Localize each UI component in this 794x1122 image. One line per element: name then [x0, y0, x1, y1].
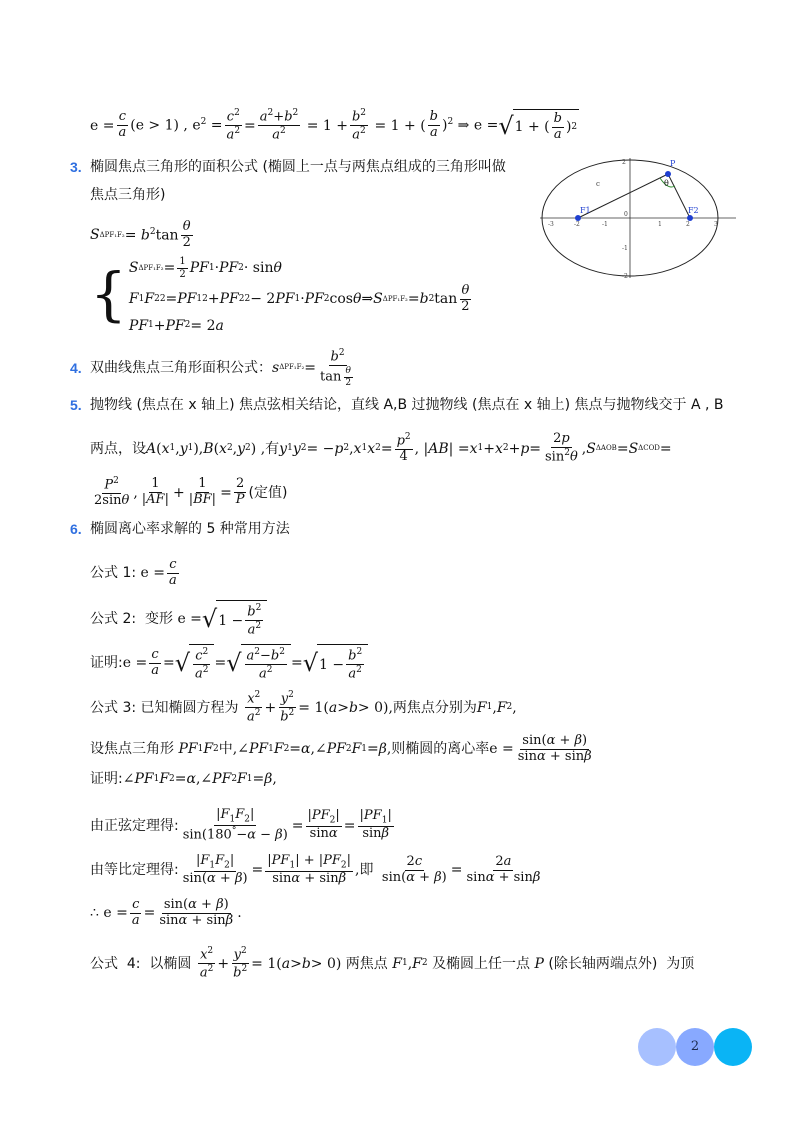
svg-text:-2: -2: [574, 221, 580, 228]
svg-text:-2: -2: [622, 273, 628, 280]
sine-rule-line: 由正弦定理得: $\frac{|F_1F_2|}{\sin(180^\circ-\alpha - \beta)}$ = $\frac{|PF_2|}{\sin\alpha}$ = $\frac{|PF_1|}{\sin\beta}$: [90, 807, 392, 843]
focal-triangle-system: { S ΔPF₁F₂ = $\frac{1}{2}$ PF 1 · PF 2 · sin θ F 1 F 2 2 = PF 1 2 + PF 2 2 − 2 PF 1 · PF 2 cos θ ⇒ S ΔPF₁F₂ = b 2 tan $\frac{\theta}{2}$ PF 1 + PF 2 = 2 a: [90, 256, 470, 334]
svg-text:2: 2: [686, 221, 690, 228]
eccentricity-hyperbola-line: e = $\frac{c}{a}$ (e > 1) , $e^2$ = $\frac{c^2}{a^2}$ = $\frac{a^2+b^2}{a^2}$ = 1 + $\frac{b^2}{a^2}$ = 1 + ( $\frac{b}{a}$ )$^2$ ⇒ e = √ 1 + ( $\frac{b}{a}$ ) 2: [90, 108, 578, 143]
svg-text:-3: -3: [548, 221, 554, 228]
label-f1: F1: [580, 206, 591, 215]
section-title: 椭圆焦点三角形的面积公式 (椭圆上一点与两焦点组成的三角形叫做: [90, 159, 506, 175]
section-number: 3.: [70, 159, 82, 175]
label-p: P: [670, 159, 676, 168]
therefore-line: ∴ e = $\frac{c}{a}$ = $\frac{\sin(\alpha + \beta)}{\sin\alpha + \sin\beta}$ .: [90, 897, 242, 928]
footer-circle-right: [714, 1028, 752, 1066]
point-p: [665, 171, 671, 177]
label-theta: θ: [664, 179, 669, 188]
section-title: 双曲线焦点三角形面积公式：: [90, 359, 272, 376]
formula-3-statement: 设焦点三角形 PF 1 F 2 中 ,∠ PF 1 F 2 = α ,∠ PF 2 F 1 = β , 则椭圆的离心率 e = $\frac{\sin(\alpha + \beta)}{\sin\alpha + \sin\beta}$: [90, 733, 592, 764]
section-5-line-2: 两点，设 A ( x 1 , y 1 ), B ( x 2 , y 2 ) , 有 y 1 y 2 = − p 2 , x 1 x 2 = $\frac{p^2}{4}$ , | AB | = x 1 + x 2 + p = $\frac{2p}{\sin^2\theta}$ , S ΔAOB = S ΔCOD =: [90, 431, 672, 465]
section-title: 椭圆离心率求解的 5 种常用方法: [90, 521, 290, 537]
section-3-heading-cont: [90, 188, 165, 202]
label-f2: F2: [688, 206, 699, 215]
fixed-value-note: (定值): [248, 484, 288, 501]
formula-2-proof: 证明: e = $\frac{c}{a}$ = √ $\frac{c^2}{a^2}$ = √ $\frac{a^2-b^2}{a^2}$ = √ 1 − $\frac{b^2}{a^2}$: [90, 644, 368, 683]
section-title-cont: 焦点三角形): [90, 187, 166, 203]
formula-2: 公式 2: 变形 e = √ 1 − $\frac{b^2}{a^2}$: [90, 600, 267, 639]
svg-text:-1: -1: [602, 221, 608, 228]
ellipse-focal-triangle-figure: [538, 156, 738, 280]
label-c: c: [596, 180, 600, 188]
section-5-line-1: [70, 398, 724, 412]
ratio-rule-line: 由等比定理得: $\frac{|F_1F_2|}{\sin(\alpha + \beta)}$ = $\frac{|PF_1| + |PF_2|}{\sin\alpha + \sin\beta}$ , 即 $\frac{2c}{\sin(\alpha + \beta)}$ = $\frac{2a}{\sin\alpha + \sin\beta}$: [90, 853, 541, 886]
svg-text:0: 0: [624, 211, 628, 218]
section-4-line: 4. 双曲线焦点三角形面积公式： s ΔPF₁F₂ = $b^2$ tan $\frac{\theta}{2}$: [70, 348, 352, 388]
section-number: 5.: [70, 397, 82, 413]
section-text: 抛物线 (焦点在 x 轴上) 焦点弦相关结论，直线 A,B 过抛物线 (焦点在 x 轴上) 焦点与抛物线交于 A , B: [90, 397, 724, 413]
section-6-heading: [70, 522, 290, 536]
svg-text:3: 3: [714, 221, 718, 228]
page-number-badge: [638, 1028, 752, 1066]
formula-3: 公式 3: 已知椭圆方程为 $\frac{x^2}{a^2}$ + $\frac{y^2}{b^2}$ = 1( a > b > 0), 两焦点分别为 F 1 , F 2 ,: [90, 690, 517, 725]
formula-3-proof-start: 证明: ∠ PF 1 F 2 = α ,∠ PF 2 F 1 = β ,: [90, 771, 277, 787]
formula-4: 公式 4: 以椭圆 $\frac{x^2}{a^2}$ + $\frac{y^2}{b^2}$ = 1( a > b > 0) 两焦点 F 1 , F 2 及椭圆上任一点 P (除长轴两端点外) 为顶: [90, 946, 695, 981]
svg-text:1: 1: [658, 221, 662, 228]
focal-triangle-area-formula: S ΔPF₁F₂ = $b^2\tan$ $\frac{\theta}{2}$: [90, 219, 191, 250]
section-number: 6.: [70, 521, 82, 537]
page-number: 2: [690, 1039, 700, 1054]
svg-text:2: 2: [622, 159, 626, 166]
formula-1: 公式 1: e = $\frac{c}{a}$: [90, 557, 177, 588]
section-5-line-3: $\frac{P^2}{2\sin\theta}$ , $\frac{1}{|AF|}$ + $\frac{1}{|BF|}$ = $\frac{2}{P}$ (定值): [94, 476, 288, 509]
section-number: 4.: [70, 359, 82, 376]
footer-circle-left: [638, 1028, 676, 1066]
section-3-heading: [70, 160, 506, 174]
svg-text:-1: -1: [622, 245, 628, 252]
